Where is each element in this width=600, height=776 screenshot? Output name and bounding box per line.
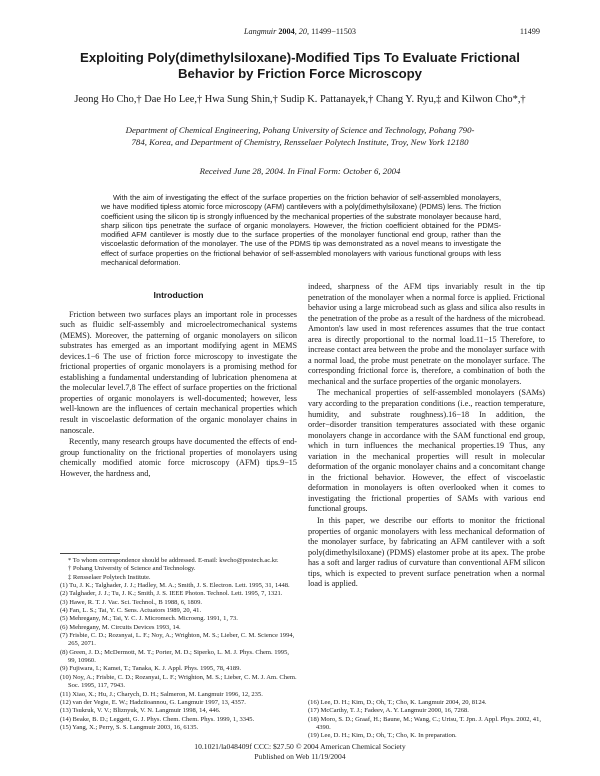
- footnote-divider: [60, 553, 120, 554]
- affiliation: Department of Chemical Engineering, Pohang University of Science and Technology, Pohang 790-784, Korea, and Department of Chemistry, Rensselaer Polytech Institute, Troy, New York 12180: [125, 125, 475, 147]
- reference: (12) van der Vegte, E. W.; Hadziioannou, G. Langmuir 1997, 13, 4357.: [60, 698, 246, 706]
- reference: (4) Fan, L. S.; Tai, Y. C. Sens. Actuators 1989, 20, 41.: [60, 607, 202, 615]
- body-paragraph: The mechanical properties of self-assembled monolayers (SAMs) vary according to the preparation conditions (i.e., reaction temperature, humidity, and substrate roughness).16−18 In addition, the order−disorder transition temperatures associated with these organic monolayers change in accordance with the SAM functional end group, which in turn influences the mechanical properties.19 Thus, any variation in the mechanical properties will result in molecular deformation of the organic monolayer chains and a concomitant change in the frictional behavior. However, the effect of viscoelastic deformation in monolayers is often overlooked when it comes to investigating the frictional properties of SAMs with various end functional groups.: [308, 388, 545, 514]
- reference: (3) Hawe, R. T. J. Vac. Sci. Technol., B 1988, 6, 1809.: [60, 598, 202, 606]
- reference: (17) McCarthy, T. J.; Fadeev, A. Y. Langmuir 2000, 16, 7268.: [308, 707, 469, 715]
- reference: (5) Mehregany, M.; Tai, Y. C. J. Micromech. Microeng. 1991, 1, 73.: [60, 615, 238, 623]
- reference: (6) Mehregany, M. Circuits Devices 1993, 14.: [60, 623, 181, 631]
- reference: (2) Talghader, J. J.; Tu, J. K.; Smith, J. S. IEEE Photon. Technol. Lett. 1995, 7, 1321.: [60, 590, 283, 598]
- footnotes-left: [60, 557, 297, 732]
- running-header: [60, 27, 540, 39]
- footnote: * To whom correspondence should be addressed. E-mail: kwcho@postech.ac.kr.: [68, 557, 279, 564]
- body-paragraph: Recently, many research groups have documented the effects of end-group functionality on the frictional properties of monolayers using chemically modified atomic force microscopy (AFM) tips.9−15 However, the hardness and,: [60, 437, 297, 478]
- page-number: 11499: [519, 27, 540, 36]
- reference: (11) Xiao, X.; Hu, J.; Charych, D. H.; Salmeron, M. Langmuir 1996, 12, 235.: [60, 690, 263, 698]
- section-heading-introduction: Introduction: [153, 290, 204, 300]
- right-column: [308, 282, 545, 590]
- doi-copyright: 10.1021/la048409f CCC: $27.50 © 2004 American Chemical Society: [194, 742, 406, 751]
- paper-title: Exploiting Poly(dimethylsiloxane)-Modified Tips To Evaluate Frictional Behavior by Friction Force Microscopy: [80, 50, 520, 81]
- reference: (9) Fujiwara, I.; Kamei, T.; Tanaka, K. J. Appl. Phys. 1995, 78, 4189.: [60, 665, 242, 673]
- footnote: ‡ Rensselaer Polytech Institute.: [68, 573, 151, 581]
- references-right: [308, 699, 545, 741]
- reference: (16) Lee, D. H.; Kim, D.; Oh, T.; Cho, K. Langmuir 2004, 20, 8124.: [308, 699, 487, 706]
- reference: (19) Lee, D. H.; Kim, D.; Oh, T.; Cho, K. In preparation.: [308, 732, 457, 740]
- reference: (10) Noy, A.; Frisbie, C. D.; Rozsnyai, L. F.; Wrighton, M. S.; Lieber, C. M. J. Am. Chem. Soc. 1995, 117, 7943.: [60, 673, 297, 690]
- journal-year: 2004: [278, 27, 295, 36]
- reference: (14) Beake, B. D.; Leggett, G. J. Phys. Chem. Chem. Phys. 1999, 1, 3345.: [60, 715, 255, 723]
- reference: (7) Frisbie, C. D.; Rozsnyai, L. F.; Noy, A.; Wrighton, M. S.; Lieber, C. M. Science 1994, 265, 2071.: [60, 632, 295, 648]
- abstract: With the aim of investigating the effect of the surface properties on the friction behavior of self-assembled monolayers, we have modified tipless atomic force microscopy (AFM) cantilevers with a poly(dimethylsiloxane) (PDMS) lens. The friction coefficient using the silicon tip is strongly influenced by the mechanical properties of the substrate monolayer because hard, sharp silicon tips penetrate the surface of organic monolayers. However, the friction coefficient obtained for the PDMS-modified AFM cantilever is mostly due to the surface properties of the monolayer functional end group, rather than the viscoelastic deformation of the monolayer. The use of the PDMS tip was demonstrated as a novel means to investigate the effect of surface properties on the frictional behavior of self-assembled monolayers with various functional groups with less mechanical deformation.: [101, 193, 501, 268]
- body-paragraph: indeed, sharpness of the AFM tips invariably result in the tip penetration of the monolayer when a normal force is applied. Frictional behavior using a large microbead such as glass and silica also results in the penetration of the probe as a result of the hardness of the microbead. Amonton's law used in most references assumes that the true contact area is directly proportional to the normal load.11−15 Therefore, to increase contact area between the probe and the monolayer surface with a normal load, the probe must penetrate on the monolayer surface. The corresponding frictional force is, therefore, a combination of both the mechanical and the surface properties of the organic monolayers.: [308, 282, 545, 386]
- author-list: Jeong Ho Cho,† Dae Ho Lee,† Hwa Sung Shin,† Sudip K. Pattanayek,† Chang Y. Ryu,‡ and Kilwon Cho*,†: [74, 94, 526, 105]
- publication-date: Published on Web 11/19/2004: [254, 751, 346, 761]
- body-paragraph: Friction between two surfaces plays an important role in processes such as fluidic self-assembly and microelectromechanical systems (MEMS). Moreover, the patterning of organic monolayers on silicon substrates has emerged as an important modifying agent in MEMS devices.1−6 The use of friction force microscopy to investigate the frictional properties of organic monolayers is a promising method for establishing a fundamental understanding of lubrication phenomena at the molecular level.7,8 The effect of surface properties on the frictional properties of organic monolayers is well-documented; however, less well-known are the influences of certain mechanical properties which result in viscoelastic deformation of the organic monolayer chains in nanoscale.: [60, 309, 297, 435]
- journal-citation: Langmuir 2004, 20, 11499−11503: [243, 27, 357, 36]
- page-footer: [60, 742, 540, 761]
- reference: (8) Green, J. D.; McDermott, M. T.; Porter, M. D.; Siperko, L. M. J. Phys. Chem. 1995, 99, 10960.: [60, 648, 289, 665]
- journal-volume: 20: [298, 27, 307, 36]
- body-paragraph: In this paper, we describe our efforts to monitor the frictional properties of organic monolayers with less mechanical deformation of the monolayer surface, by fabricating an AFM cantilever with a soft poly(dimethylsiloxane) (PDMS) elastomer probe at its apex. The probe has a soft and larger radius of curvature than conventional AFM silicon tips, which is expected to prevent surface penetration when a normal load is applied.: [308, 516, 545, 589]
- reference: (1) Tu, J. K.; Talghader, J. J.; Hadley, M. A.; Smith, J. S. Electron. Lett. 1995, 31, 1448.: [60, 582, 290, 590]
- journal-name: Langmuir: [243, 27, 277, 36]
- journal-pages: 11499−11503: [311, 27, 357, 36]
- reference: (13) Tsukruk, V. V.; Bliznyuk, V. N. Langmuir 1998, 14, 446.: [60, 707, 221, 715]
- left-column: [60, 290, 297, 479]
- received-dates: Received June 28, 2004. In Final Form: October 6, 2004: [199, 166, 401, 176]
- reference: (15) Yang, X.; Perry, S. S. Langmuir 2003, 16, 6135.: [60, 723, 199, 731]
- reference: (18) Moro, S. D.; Graaf, H.; Baune, M.; Wang, C.; Urisu, T. Jpn. J. Appl. Phys. 2002, 41, 4390.: [308, 715, 541, 732]
- footnote: † Pohang University of Science and Technology.: [68, 565, 196, 573]
